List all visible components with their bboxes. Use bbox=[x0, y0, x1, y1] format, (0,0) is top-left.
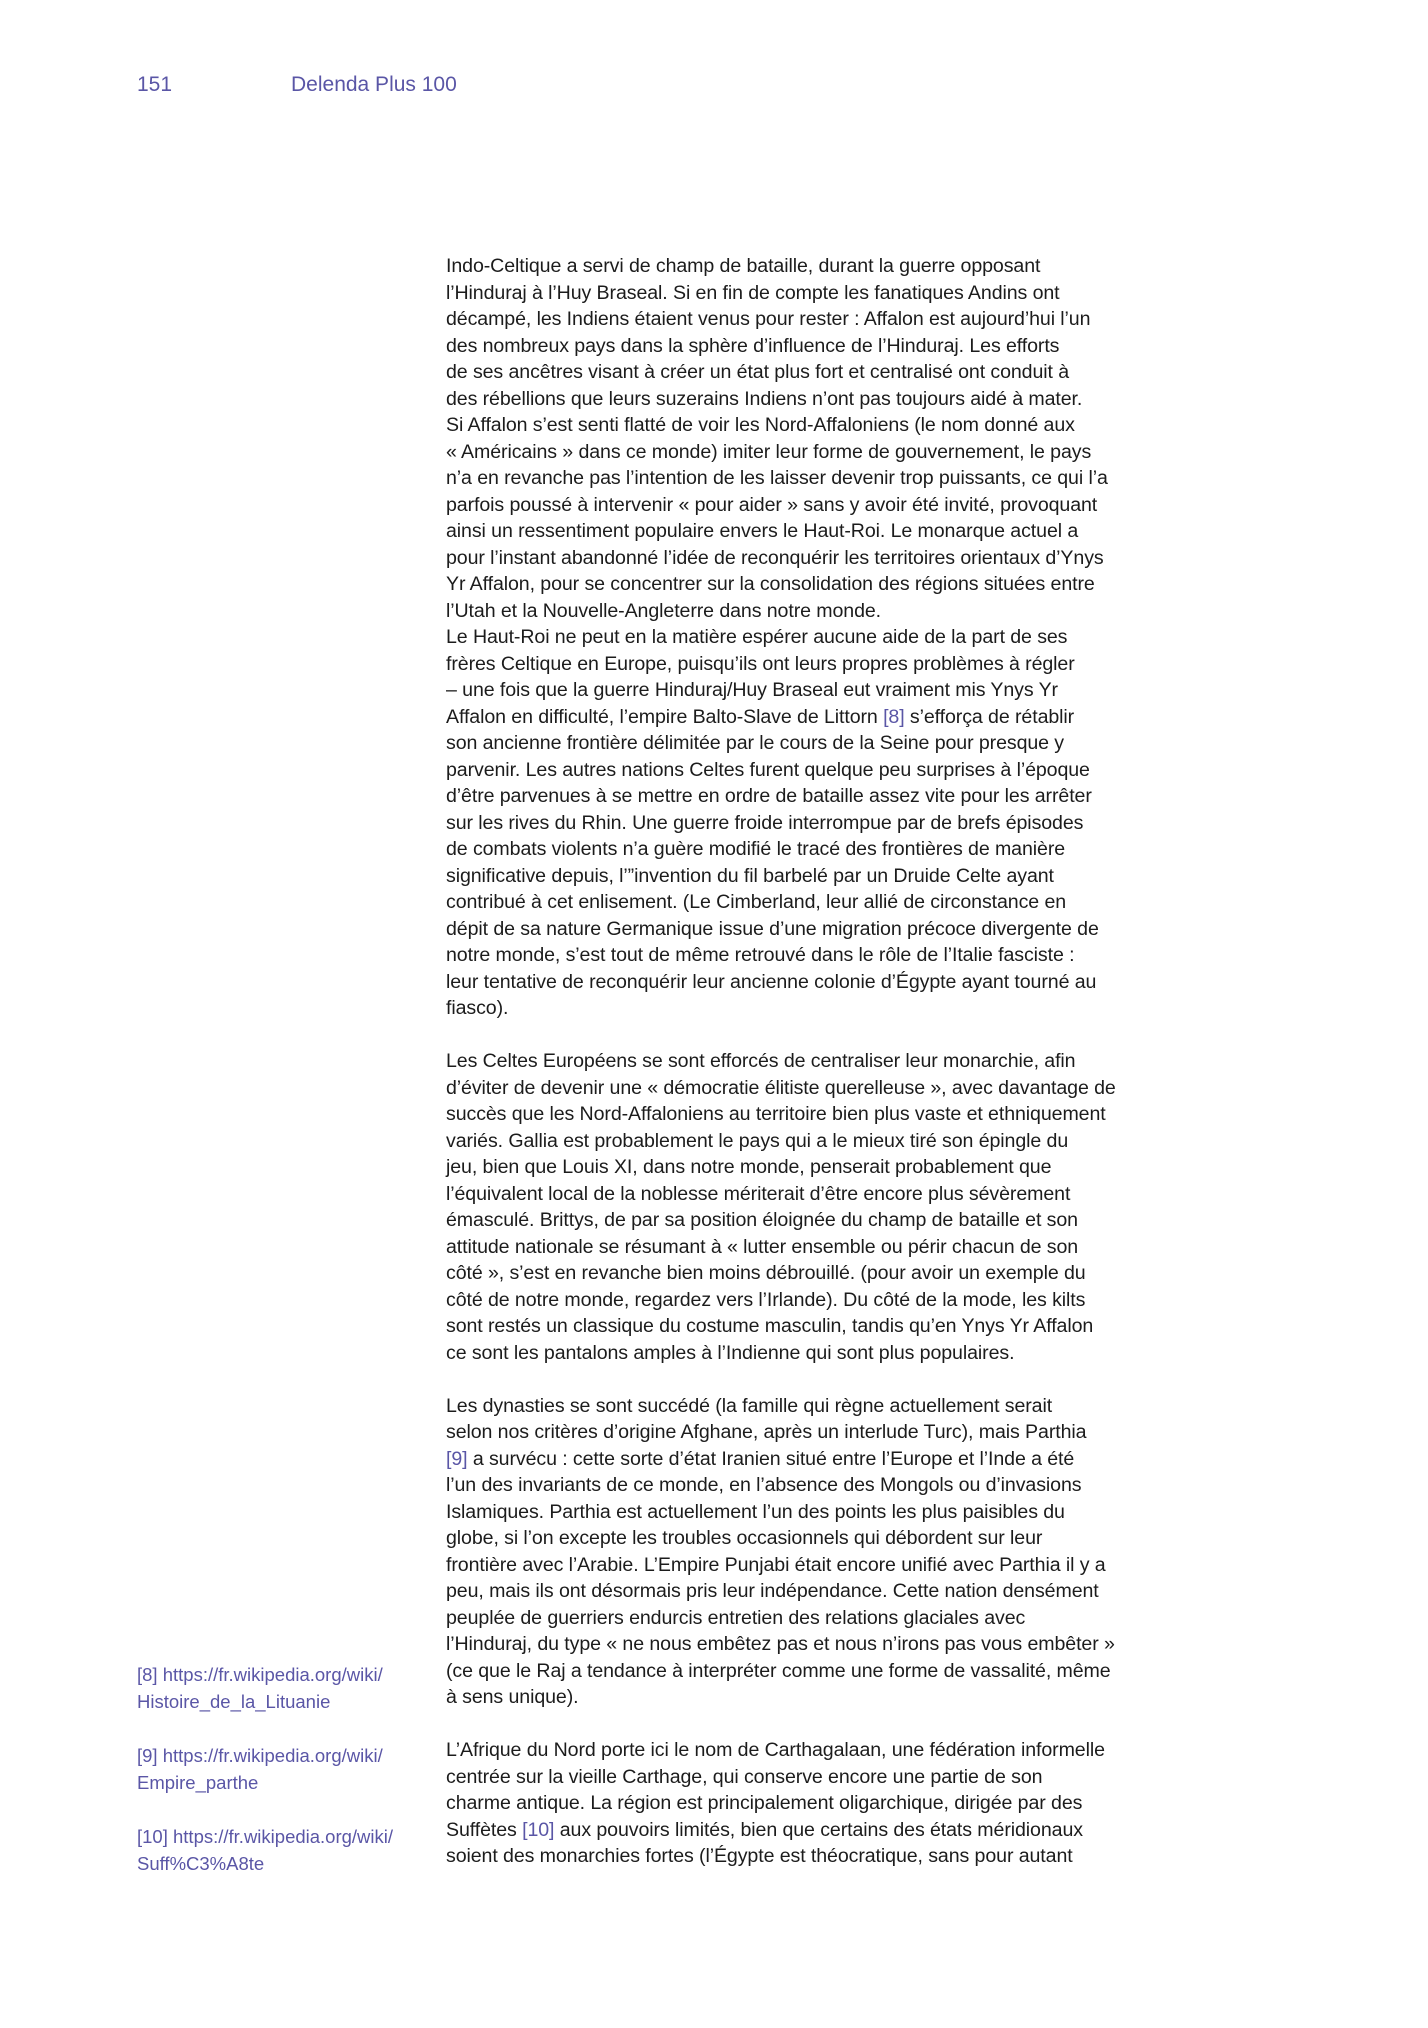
text-line: peuplée de guerriers endurcis entretien des relations glaciales avec bbox=[446, 1606, 1026, 1629]
text-line: Le Haut-Roi ne peut en la matière espérer aucune aide de la part de ses bbox=[446, 626, 1068, 648]
text-line: de combats violents n’a guère modifié le tracé des frontières de manière bbox=[446, 838, 1066, 860]
text-line: Les dynasties se sont succédé (la famille qui règne actuellement serait bbox=[446, 1394, 1053, 1417]
footnote-9[interactable] bbox=[137, 1742, 427, 1796]
text-line: variés. Gallia est probablement le pays qui a le mieux tiré son épingle du bbox=[446, 1129, 1069, 1152]
text-line: Si Affalon s’est senti flatté de voir les Nord-Affaloniens (le nom donné aux bbox=[446, 414, 1075, 436]
text-line: significative depuis, l’”invention du fil barbelé par un Druide Celte ayant bbox=[446, 864, 1054, 887]
text-line: l’Hinduraj, du type « ne nous embêtez pas et nous n’irons pas vous embêter » bbox=[446, 1633, 1115, 1655]
text-line: sur les rives du Rhin. Une guerre froide interrompue par de brefs épisodes bbox=[446, 811, 1084, 834]
text-line: côté », s’est en revanche bien moins débrouillé. (pour avoir un exemple du bbox=[446, 1262, 1086, 1284]
paragraph-3 bbox=[446, 1048, 1186, 1366]
text-line: l’Utah et la Nouvelle-Angleterre dans notre monde. bbox=[446, 599, 882, 622]
page-header bbox=[137, 73, 457, 97]
text-line: notre monde, s’est tout de même retrouvé dans le rôle de l’Italie fasciste : bbox=[446, 944, 1075, 966]
footnote-url-line: [8] https://fr.wikipedia.org/wiki/ bbox=[137, 1664, 383, 1685]
footnote-ref-10[interactable]: [10] bbox=[522, 1818, 555, 1841]
text-line: centrée sur la vieille Carthage, qui conserve encore une partie de son bbox=[446, 1765, 1043, 1788]
text-line: ainsi un ressentiment populaire envers le Haut-Roi. Le monarque actuel a bbox=[446, 520, 1079, 542]
text-line: attitude nationale se résumant à « lutter ensemble ou périr chacun de son bbox=[446, 1235, 1079, 1258]
footnote-url-line: Histoire_de_la_Lituanie bbox=[137, 1691, 331, 1712]
text-line: pour l’instant abandonné l’idée de reconquérir les territoires orientaux d’Ynys bbox=[446, 546, 1104, 569]
text-line: son ancienne frontière délimitée par le cours de la Seine pour presque y bbox=[446, 732, 1065, 754]
text-line: succès que les Nord-Affaloniens au territoire bien plus vaste et ethniquement bbox=[446, 1103, 1106, 1125]
text-line: sont restés un classique du costume masculin, tandis qu’en Ynys Yr Affalon bbox=[446, 1315, 1094, 1337]
text-line: d’être parvenues à se mettre en ordre de bataille assez vite pour les arrêter bbox=[446, 785, 1092, 807]
text-line: contribué à cet enlisement. (Le Cimberland, leur allié de circonstance en bbox=[446, 891, 1067, 913]
text-line: Suffètes bbox=[446, 1818, 523, 1841]
text-line: à sens unique). bbox=[446, 1686, 579, 1708]
text-line: l’un des invariants de ce monde, en l’absence des Mongols ou d’invasions bbox=[446, 1474, 1082, 1496]
text-line: globe, si l’on excepte les troubles occasionnels qui débordent sur leur bbox=[446, 1527, 1043, 1549]
footnote-ref-8[interactable]: [8] bbox=[883, 705, 905, 728]
running-title: Delenda Plus 100 bbox=[291, 73, 457, 96]
text-line: – une fois que la guerre Hinduraj/Huy Braseal eut vraiment mis Ynys Yr bbox=[446, 679, 1058, 701]
text-line: décampé, les Indiens étaient venus pour rester : Affalon est aujourd’hui l’un bbox=[446, 308, 1091, 330]
text-line: Islamiques. Parthia est actuellement l’un des points les plus paisibles du bbox=[446, 1500, 1065, 1523]
text-line: n’a en revanche pas l’intention de les laisser devenir trop puissants, ce qui l’a bbox=[446, 467, 1108, 489]
text-line: L’Afrique du Nord porte ici le nom de Carthagalaan, une fédération informelle bbox=[446, 1739, 1105, 1761]
paragraph-1 bbox=[446, 253, 1186, 624]
text-line: côté de notre monde, regardez vers l’Irlande). Du côté de la mode, les kilts bbox=[446, 1288, 1086, 1311]
text-line: frères Celtique en Europe, puisqu’ils ont leurs propres problèmes à régler bbox=[446, 652, 1075, 675]
text-line: Les Celtes Européens se sont efforcés de centraliser leur monarchie, afin bbox=[446, 1050, 1076, 1072]
text-line: « Américains » dans ce monde) imiter leur forme de gouvernement, le pays bbox=[446, 440, 1092, 463]
footnote-url-line: [10] https://fr.wikipedia.org/wiki/ bbox=[137, 1826, 394, 1847]
text-line: jeu, bien que Louis XI, dans notre monde, penserait probablement que bbox=[446, 1156, 1052, 1178]
footnote-ref-9[interactable]: [9] bbox=[446, 1447, 468, 1470]
text-line: fiasco). bbox=[446, 997, 509, 1019]
main-text bbox=[446, 253, 1186, 1870]
text-line: des nombreux pays dans la sphère d’influence de l’Hinduraj. Les efforts bbox=[446, 334, 1060, 357]
text-line: frontière avec l’Arabie. L’Empire Punjabi était encore unifié avec Parthia il y a bbox=[446, 1553, 1106, 1576]
text-line: s’efforça de rétablir bbox=[904, 705, 1075, 728]
text-line: Affalon en difficulté, l’empire Balto-Slave de Littorn bbox=[446, 705, 884, 728]
text-line: a survécu : cette sorte d’état Iranien situé entre l’Europe et l’Inde a été bbox=[467, 1447, 1075, 1470]
page-number: 151 bbox=[137, 73, 173, 96]
text-line: Yr Affalon, pour se concentrer sur la consolidation des régions situées entre bbox=[446, 573, 1095, 595]
text-line: peu, mais ils ont désormais pris leur indépendance. Cette nation densément bbox=[446, 1580, 1099, 1602]
text-line: dépit de sa nature Germanique issue d’une migration précoce divergente de bbox=[446, 917, 1099, 940]
text-line: aux pouvoirs limités, bien que certains des états méridionaux bbox=[554, 1818, 1083, 1841]
paragraph-5 bbox=[446, 1737, 1186, 1870]
text-line: (ce que le Raj a tendance à interpréter comme une forme de vassalité, même bbox=[446, 1659, 1111, 1682]
footnote-url-line: [9] https://fr.wikipedia.org/wiki/ bbox=[137, 1745, 383, 1766]
text-line: soient des monarchies fortes (l’Égypte est théocratique, sans pour autant bbox=[446, 1845, 1073, 1867]
text-line: émasculé. Brittys, de par sa position éloignée du champ de bataille et son bbox=[446, 1209, 1078, 1231]
text-line: charme antique. La région est principalement oligarchique, dirigée par des bbox=[446, 1792, 1083, 1814]
paragraph-4 bbox=[446, 1393, 1186, 1711]
text-line: parfois poussé à intervenir « pour aider » sans y avoir été invité, provoquant bbox=[446, 493, 1098, 516]
footnotes bbox=[137, 1661, 427, 1904]
text-line: de ses ancêtres visant à créer un état plus fort et centralisé ont conduit à bbox=[446, 361, 1070, 383]
text-line: parvenir. Les autres nations Celtes furent quelque peu surprises à l’époque bbox=[446, 758, 1090, 781]
footnote-8[interactable] bbox=[137, 1661, 427, 1715]
text-line: selon nos critères d’origine Afghane, après un interlude Turc), mais Parthia bbox=[446, 1421, 1087, 1443]
footnote-url-line: Empire_parthe bbox=[137, 1772, 259, 1793]
text-line: ce sont les pantalons amples à l’Indienne qui sont plus populaires. bbox=[446, 1341, 1015, 1364]
text-line: d’éviter de devenir une « démocratie élitiste querelleuse », avec davantage de bbox=[446, 1076, 1116, 1099]
footnote-10[interactable] bbox=[137, 1823, 427, 1877]
text-line: des rébellions que leurs suzerains Indiens n’ont pas toujours aidé à mater. bbox=[446, 387, 1083, 410]
text-line: leur tentative de reconquérir leur ancienne colonie d’Égypte ayant tourné au bbox=[446, 970, 1097, 993]
text-line: Indo-Celtique a servi de champ de bataille, durant la guerre opposant bbox=[446, 255, 1041, 277]
footnote-url-line: Suff%C3%A8te bbox=[137, 1853, 265, 1874]
text-line: l’Hinduraj à l’Huy Braseal. Si en fin de compte les fanatiques Andins ont bbox=[446, 281, 1060, 304]
text-line: l’équivalent local de la noblesse mériterait d’être encore plus sévèrement bbox=[446, 1182, 1071, 1205]
paragraph-2 bbox=[446, 624, 1186, 1022]
